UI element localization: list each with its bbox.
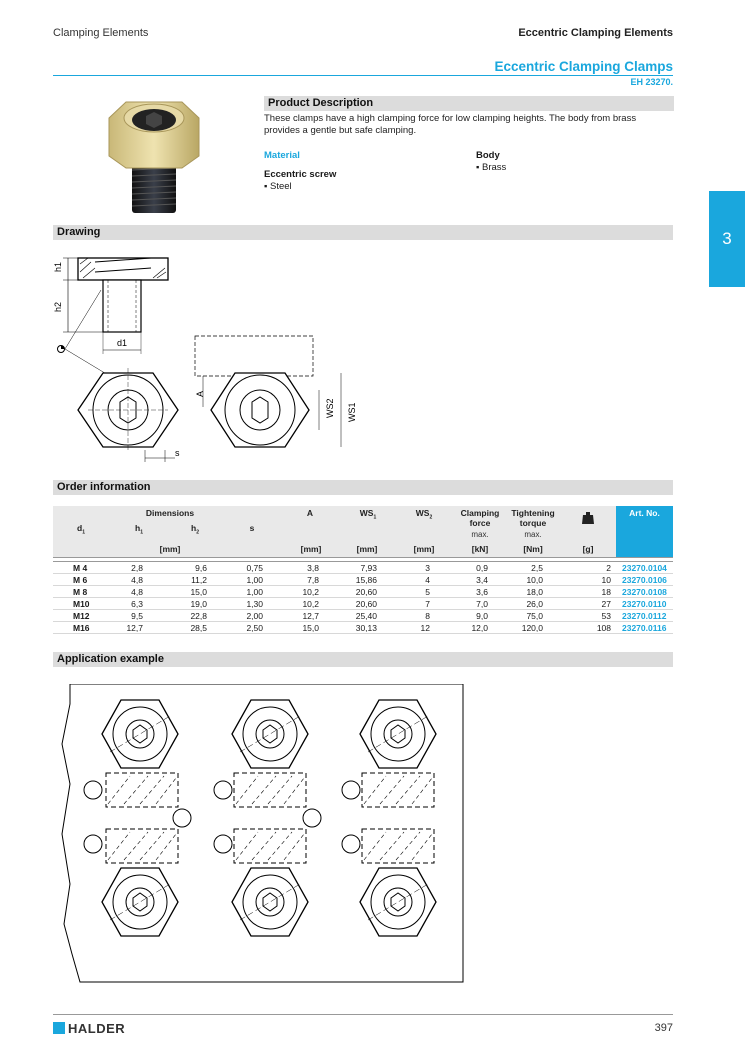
- table-header-s: s: [249, 523, 255, 533]
- cell-weight: 2: [606, 563, 611, 573]
- table-header-h2: [189, 523, 201, 536]
- table-row: [53, 610, 673, 622]
- product-code: EH 23270.: [630, 77, 673, 87]
- cell-torque: 26,0: [526, 599, 543, 609]
- header-ws2-text: WS: [415, 508, 430, 518]
- cell-ws2: 8: [425, 611, 430, 621]
- table-row: [53, 586, 673, 598]
- cell-force: 3,6: [476, 587, 488, 597]
- cell-art-no-link[interactable]: 23270.0110: [622, 599, 667, 609]
- table-header-rule: [53, 557, 673, 558]
- header-d1-text: d: [77, 523, 83, 533]
- cell-d1: M 4: [73, 563, 88, 573]
- table-unit-dims: [mm]: [159, 544, 181, 554]
- cell-ws2: 12: [420, 623, 430, 633]
- cell-h2: 15,0: [190, 587, 207, 597]
- header-h2-sub: 2: [196, 529, 199, 536]
- header-ws1-text: WS: [359, 508, 374, 518]
- table-row: [53, 622, 673, 634]
- cell-a: 10,2: [302, 587, 319, 597]
- cell-torque: 2,5: [531, 563, 543, 573]
- cell-force: 7,0: [476, 599, 488, 609]
- cell-force: 3,4: [476, 575, 488, 585]
- header-divider: [53, 75, 673, 76]
- section-title: Product Description: [268, 97, 374, 109]
- section-bar-application-example: [53, 652, 673, 667]
- cell-h2: 22,8: [190, 611, 207, 621]
- dim-label-s: s: [175, 448, 180, 458]
- table-header-tightening-torque: Tightening torque: [511, 508, 555, 528]
- table-unit-ws2: [mm]: [413, 544, 435, 554]
- cell-h2: 19,0: [190, 599, 207, 609]
- cell-s: 1,30: [246, 599, 263, 609]
- section-bar-product-description: [264, 96, 674, 111]
- cell-torque: 18,0: [526, 587, 543, 597]
- table-row: [53, 598, 673, 610]
- section-bar-order-information: [53, 480, 673, 495]
- table-row: [53, 562, 673, 574]
- logo-text: HALDER: [68, 1021, 126, 1036]
- table-unit-weight: [g]: [582, 544, 594, 554]
- cell-torque: 120,0: [521, 623, 543, 633]
- table-unit-torque: [Nm]: [523, 544, 543, 554]
- cell-force: 12,0: [471, 623, 488, 633]
- body-label: Body: [476, 150, 500, 161]
- cell-h2: 9,6: [195, 563, 207, 573]
- section-title: Order information: [57, 481, 151, 493]
- header-h1-sub: 1: [140, 529, 143, 536]
- cell-d1: M 6: [73, 575, 88, 585]
- technical-drawing: [53, 250, 383, 470]
- page-title: Eccentric Clamping Clamps: [494, 59, 673, 74]
- cell-s: 1,00: [246, 575, 263, 585]
- cell-force: 0,9: [476, 563, 488, 573]
- material-label: Material: [264, 150, 300, 161]
- eccentric-screw-label: Eccentric screw: [264, 169, 337, 180]
- cell-h1: 2,8: [131, 563, 143, 573]
- cell-d1: M10: [73, 599, 90, 609]
- application-example-drawing: [60, 684, 465, 984]
- cell-h1: 6,3: [131, 599, 143, 609]
- table-unit-ws1: [mm]: [356, 544, 378, 554]
- cell-a: 10,2: [302, 599, 319, 609]
- cell-s: 0,75: [246, 563, 263, 573]
- cell-torque: 10,0: [526, 575, 543, 585]
- body-value: ▪ Brass: [476, 162, 507, 173]
- cell-h1: 4,8: [131, 587, 143, 597]
- cell-art-no-link[interactable]: 23270.0106: [622, 575, 667, 585]
- cell-d1: M16: [73, 623, 90, 633]
- product-description-text: These clamps have a high clamping force for low clamping heights. The body from brass provides a gentle but safe clamping.: [264, 113, 637, 136]
- eccentric-screw-value: ▪ Steel: [264, 181, 292, 192]
- order-table-body: [53, 562, 673, 634]
- dim-label-ws2: WS2: [325, 398, 335, 418]
- header-h1-text: h: [135, 523, 141, 533]
- logo-mark-icon: [53, 1022, 65, 1034]
- table-header-dimensions: Dimensions: [145, 508, 195, 518]
- cell-art-no-link[interactable]: 23270.0116: [622, 623, 667, 633]
- cell-art-no-link[interactable]: 23270.0104: [622, 563, 667, 573]
- cell-ws1: 20,60: [355, 599, 377, 609]
- halder-logo: [53, 1021, 125, 1036]
- dim-label-h1: h1: [53, 261, 63, 272]
- cell-ws1: 30,13: [355, 623, 377, 633]
- cell-weight: 10: [601, 575, 611, 585]
- dim-label-d1: d1: [117, 338, 128, 348]
- cell-ws1: 20,60: [355, 587, 377, 597]
- cell-a: 12,7: [302, 611, 319, 621]
- cell-a: 15,0: [302, 623, 319, 633]
- table-row: [53, 574, 673, 586]
- product-photo: [104, 96, 204, 216]
- dim-label-h2: h2: [53, 301, 63, 312]
- table-header-torque-max: max.: [524, 530, 542, 539]
- cell-weight: 27: [601, 599, 611, 609]
- table-header-art-no: Art. No.: [616, 506, 673, 557]
- cell-ws2: 7: [425, 599, 430, 609]
- header-ws1-sub: 1: [373, 514, 377, 521]
- cell-ws2: 5: [425, 587, 430, 597]
- cell-d1: M 8: [73, 587, 88, 597]
- header-ws2-sub: 2: [429, 514, 433, 521]
- header-category-label: Eccentric Clamping Elements: [518, 27, 673, 39]
- cell-art-no-link[interactable]: 23270.0112: [622, 611, 667, 621]
- header-h2-text: h: [191, 523, 197, 533]
- table-unit-a: [mm]: [300, 544, 322, 554]
- cell-s: 2,00: [246, 611, 263, 621]
- section-bar-drawing: [53, 225, 673, 240]
- cell-d1: M12: [73, 611, 90, 621]
- cell-s: 1,00: [246, 587, 263, 597]
- table-unit-force: [kN]: [471, 544, 489, 554]
- table-header-h1: [133, 523, 145, 536]
- cell-ws1: 15,86: [355, 575, 377, 585]
- table-header-d1: [75, 523, 87, 536]
- cell-h1: 4,8: [131, 575, 143, 585]
- cell-ws2: 4: [425, 575, 430, 585]
- cell-art-no-link[interactable]: 23270.0108: [622, 587, 667, 597]
- cell-weight: 108: [596, 623, 611, 633]
- cell-a: 3,8: [307, 563, 319, 573]
- section-title: Application example: [57, 653, 164, 665]
- chapter-tab[interactable]: 3: [709, 191, 745, 287]
- table-header-ws2: [412, 508, 436, 521]
- cell-weight: 18: [601, 587, 611, 597]
- table-header-clamping-force: Clamping force: [460, 508, 500, 528]
- cell-s: 2,50: [246, 623, 263, 633]
- table-header-a: A: [306, 508, 314, 518]
- section-title: Drawing: [57, 226, 101, 238]
- cell-a: 7,8: [307, 575, 319, 585]
- cell-force: 9,0: [476, 611, 488, 621]
- table-header-force-max: max.: [471, 530, 489, 539]
- dim-label-a: A: [195, 390, 205, 398]
- cell-h2: 11,2: [191, 575, 207, 585]
- cell-h2: 28,5: [190, 623, 207, 633]
- cell-ws1: 25,40: [355, 611, 377, 621]
- page-number: 397: [654, 1022, 673, 1034]
- cell-ws2: 3: [425, 563, 430, 573]
- header-d1-sub: 1: [82, 529, 85, 536]
- dim-label-ws1: WS1: [347, 402, 357, 422]
- header-section-label: Clamping Elements: [53, 27, 149, 39]
- weight-icon: [581, 511, 595, 525]
- cell-h1: 9,5: [131, 611, 143, 621]
- footer-divider: [53, 1014, 673, 1015]
- cell-torque: 75,0: [526, 611, 543, 621]
- table-header-ws1: [356, 508, 380, 521]
- cell-h1: 12,7: [126, 623, 143, 633]
- cell-ws1: 7,93: [360, 563, 377, 573]
- cell-weight: 53: [601, 611, 611, 621]
